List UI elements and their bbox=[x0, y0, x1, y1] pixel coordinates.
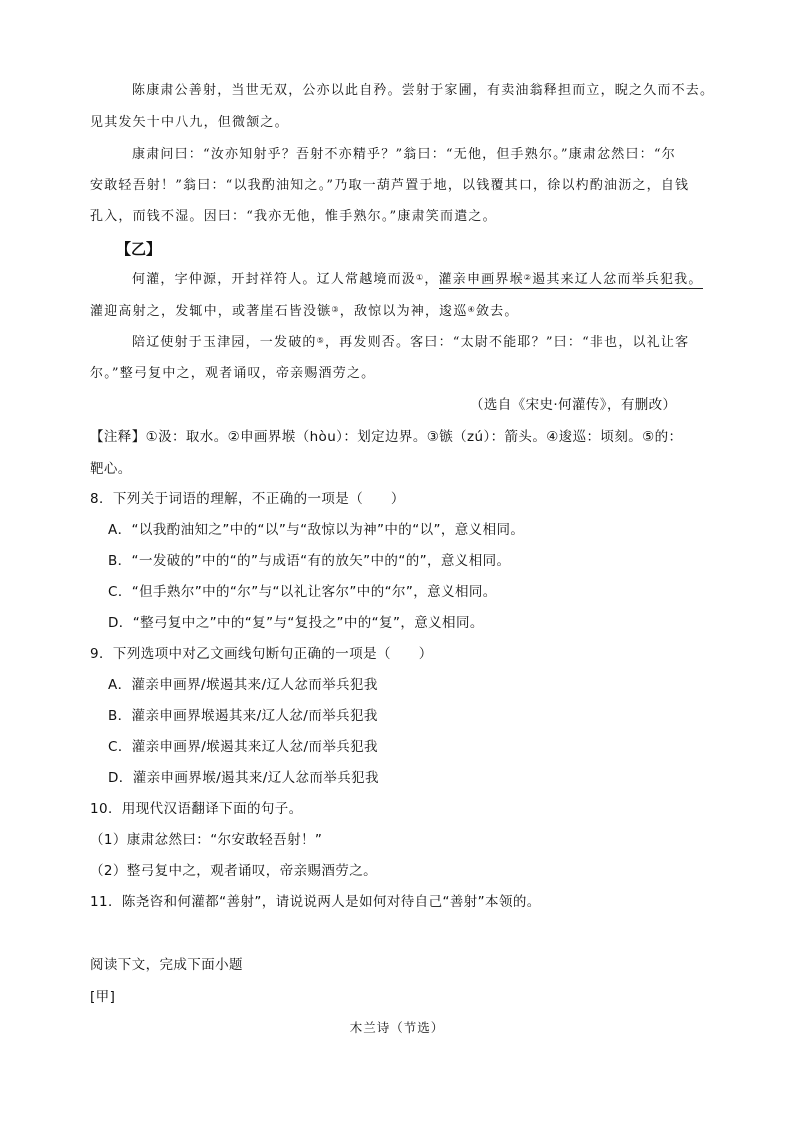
yi-text: 何灌，字仲源，开封祥符人。辽人常越境而汲 bbox=[132, 272, 417, 287]
yi-paragraph-2-line-1 bbox=[132, 334, 689, 352]
underlined-sentence bbox=[439, 272, 703, 289]
note-ref-1: ① bbox=[416, 273, 425, 282]
underlined-text: 遏其来辽人忿而举兵犯我。 bbox=[532, 272, 703, 287]
question-9-option-c: C．灌亲申画界/堠遏其来辽人忿/而举兵犯我 bbox=[108, 739, 378, 755]
yi-paragraph-2-line-2: 尔。”整弓复中之，观者诵叹，帝亲赐酒劳之。 bbox=[90, 366, 376, 381]
yi-text: ，敌惊以为神，逡巡 bbox=[339, 304, 468, 319]
jia-paragraph-1-line-1: 陈康肃公善射，当世无双，公亦以此自矜。尝射于家圃，有卖油翁释担而立，睨之久而不去。 bbox=[132, 83, 715, 98]
source-citation: （选自《宋史·何灌传》，有删改） bbox=[470, 397, 677, 413]
yi-text: ， bbox=[424, 272, 439, 287]
question-9-option-d: D．灌亲申画界堠/遏其来/辽人忿而举兵犯我 bbox=[108, 770, 379, 786]
note-ref-4: ④ bbox=[467, 305, 476, 314]
yi-section-label: 【乙】 bbox=[116, 240, 162, 258]
question-8-option-d: D．“整弓复中之”中的“复”与“复投之”中的“复”，意义相同。 bbox=[108, 615, 484, 631]
yi-paragraph-1-line-2 bbox=[90, 303, 519, 321]
note-ref-2: ② bbox=[523, 273, 533, 282]
question-10-item-1: （1）康肃忿然曰：“尔安敢轻吾射！” bbox=[90, 832, 323, 848]
yi-text: 陪辽使射于玉津园，一发破的 bbox=[132, 335, 317, 350]
question-9-stem: 9．下列选项中对乙文画线句断句正确的一项是（ ） bbox=[90, 646, 433, 662]
question-8-option-b: B．“一发破的”中的“的”与成语“有的放矢”中的“的”，意义相同。 bbox=[108, 553, 511, 569]
note-ref-3: ③ bbox=[331, 305, 340, 314]
yi-text: 敛去。 bbox=[475, 304, 519, 319]
jia-paragraph-2-line-2: 安敢轻吾射！”翁曰：“以我酌油知之。”乃取一葫芦置于地，以钱覆其口，徐以杓酌油沥之，自钱 bbox=[90, 178, 690, 193]
jia-paragraph-1-line-2: 见其发矢十中八九，但微颔之。 bbox=[90, 115, 289, 130]
reading-instruction: 阅读下文，完成下面小题 bbox=[90, 957, 243, 973]
question-8-stem: 8．下列关于词语的理解，不正确的一项是（ ） bbox=[90, 491, 405, 507]
underlined-text: 灌亲申画界堠 bbox=[438, 272, 524, 287]
jia-section-label: [甲] bbox=[90, 989, 116, 1005]
note-ref-5: ⑤ bbox=[316, 336, 325, 345]
notes-line-2: 靶心。 bbox=[90, 461, 132, 477]
jia-paragraph-2-line-3: 孔入，而钱不湿。因曰：“我亦无他，惟手熟尔。”康肃笑而遣之。 bbox=[90, 209, 497, 224]
question-8-option-c: C．“但手熟尔”中的“尔”与“以礼让客尔”中的“尔”，意义相同。 bbox=[108, 584, 497, 600]
yi-paragraph-1-line-1 bbox=[132, 271, 703, 289]
jia-paragraph-2-line-1: 康肃问曰：“汝亦知射乎？吾射不亦精乎？”翁曰：“无他，但手熟尔。”康肃忿然曰：“尔 bbox=[132, 147, 676, 162]
yi-text: ，再发则否。客曰：“太尉不能耶？”曰：“非也，以礼让客 bbox=[324, 335, 690, 350]
question-11-stem: 11．陈尧咨和何灌都“善射”，请说说两人是如何对待自己“善射”本领的。 bbox=[90, 894, 541, 910]
poem-title: 木兰诗（节选） bbox=[349, 1020, 445, 1035]
question-8-option-a: A．“以我酌油知之”中的“以”与“敌惊以为神”中的“以”，意义相同。 bbox=[108, 522, 525, 538]
question-9-option-b: B．灌亲申画界堠遏其来/辽人忿/而举兵犯我 bbox=[108, 708, 378, 724]
notes-line-1: 【注释】①汲：取水。②申画界堠（hòu）：划定边界。③镞（zú）：箭头。④逡巡：顷刻。⑤的： bbox=[90, 429, 683, 445]
yi-text: 灌迎高射之，发辄中，或著崖石皆没镞 bbox=[90, 304, 332, 319]
question-10-stem: 10．用现代汉语翻译下面的句子。 bbox=[90, 801, 303, 817]
question-10-item-2: （2）整弓复中之，观者诵叹，帝亲赐酒劳之。 bbox=[90, 863, 377, 879]
question-9-option-a: A．灌亲申画界/堠遏其来/辽人忿而举兵犯我 bbox=[108, 677, 378, 693]
